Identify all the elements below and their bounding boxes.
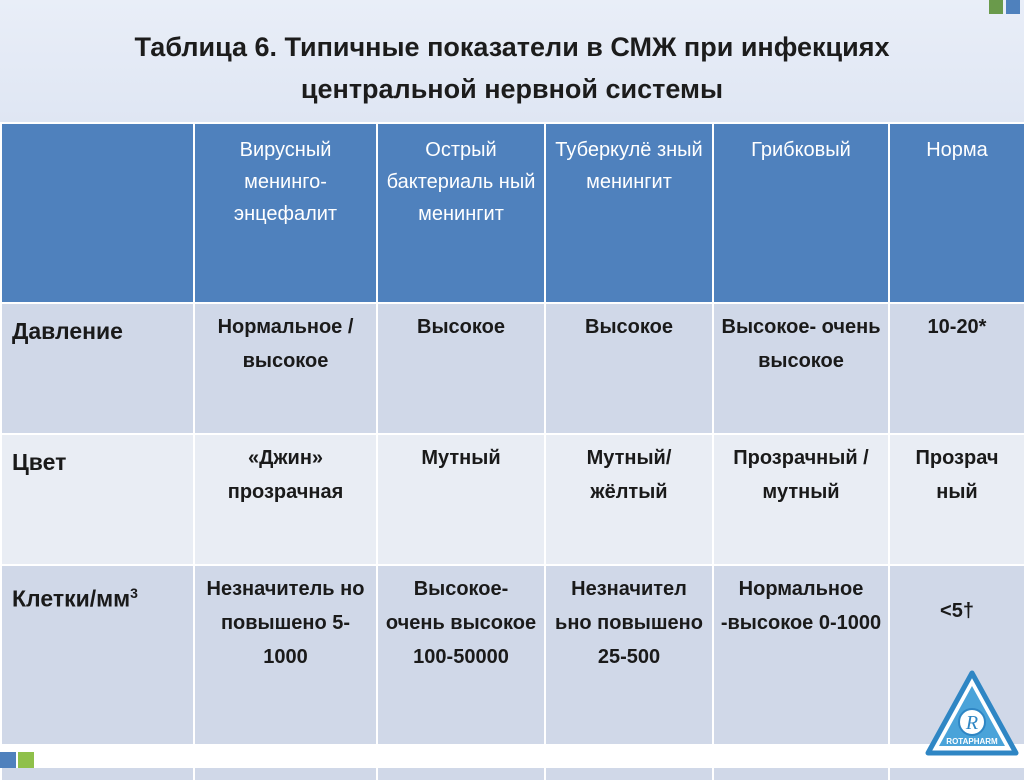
header-cell-bacterial: Острый бактериаль ный менингит	[377, 123, 545, 303]
table-cell: Прозрач ный	[889, 434, 1024, 565]
superscript: 3	[130, 585, 138, 601]
table-cell: Высокое	[545, 303, 713, 434]
page-title	[0, 26, 1024, 110]
corner-square-blue	[1006, 0, 1020, 14]
header-cell-viral: Вирусный менинго-энцефалит	[194, 123, 377, 303]
table-cell: Мутный	[377, 434, 545, 565]
table-cell: Нормальное /высокое	[194, 303, 377, 434]
title-line-2: центральной нервной системы	[300, 74, 724, 104]
row-label-cells-text: Клетки/мм	[12, 585, 131, 612]
row-label-color: Цвет	[1, 434, 194, 565]
table-cell: Высокое- очень высокое 100-50000	[377, 565, 545, 781]
table-cell: Прозрачный /мутный	[713, 434, 889, 565]
table-cell: 10-20*	[889, 303, 1024, 434]
table-cell: Нормальное -высокое 0-1000	[713, 565, 889, 781]
rotapharm-logo	[925, 670, 1019, 756]
corner-square-blue-bottom	[0, 752, 16, 768]
table-row	[1, 303, 1024, 434]
title-line-1: Таблица 6. Типичные показатели в СМЖ при инфекциях	[134, 32, 890, 62]
bottom-strip	[0, 744, 1024, 768]
corner-square-green	[989, 0, 1003, 14]
table-cell: Высокое- очень высокое	[713, 303, 889, 434]
table-cell: <5†	[889, 565, 1024, 781]
table-cell: Высокое	[377, 303, 545, 434]
table-row	[1, 434, 1024, 565]
table-cell: Мутный/ жёлтый	[545, 434, 713, 565]
header-cell-tuberculous: Туберкулё зный менингит	[545, 123, 713, 303]
table-cell: «Джин» прозрачная	[194, 434, 377, 565]
csf-table	[0, 122, 1024, 782]
logo-wordmark: ROTAPHARM	[946, 737, 998, 746]
header-cell-fungal: Грибковый	[713, 123, 889, 303]
table-cell: Незначитель но повышено 5-1000	[194, 565, 377, 781]
header-cell-norm: Норма	[889, 123, 1024, 303]
table-header-row	[1, 123, 1024, 303]
row-label-pressure: Давление	[1, 303, 194, 434]
corner-square-green-bottom	[18, 752, 34, 768]
logo-monogram: R	[965, 712, 979, 734]
header-cell-empty	[1, 123, 194, 303]
table-cell: Незначител ьно повышено 25-500	[545, 565, 713, 781]
